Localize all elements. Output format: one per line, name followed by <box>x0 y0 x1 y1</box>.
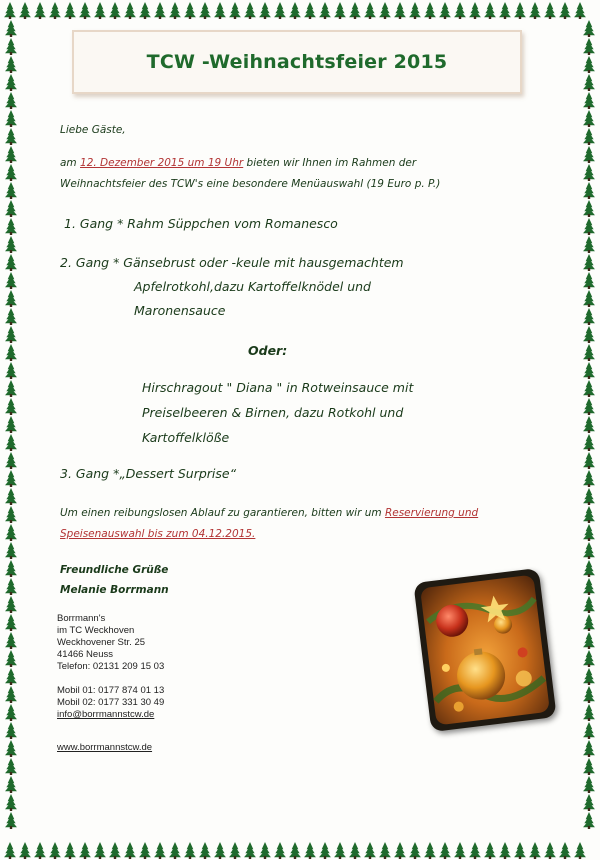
christmas-tree-icon <box>5 92 17 109</box>
christmas-tree-icon <box>394 842 406 859</box>
christmas-tree-icon <box>5 344 17 361</box>
christmas-tree-icon <box>583 380 595 397</box>
christmas-tree-icon <box>583 20 595 37</box>
christmas-tree-icon <box>5 416 17 433</box>
email-link[interactable]: info@borrmannstcw.de <box>57 709 155 720</box>
christmas-tree-icon <box>154 842 166 859</box>
christmas-tree-icon <box>169 842 181 859</box>
christmas-tree-icon <box>214 842 226 859</box>
christmas-tree-icon <box>5 308 17 325</box>
christmas-tree-icon <box>5 380 17 397</box>
reservation-highlight: Reservierung und <box>384 507 479 519</box>
christmas-tree-icon <box>583 704 595 721</box>
christmas-tree-icon <box>529 2 541 19</box>
tree-border-right <box>578 0 600 860</box>
christmas-tree-icon <box>5 506 17 523</box>
christmas-tree-icon <box>583 416 595 433</box>
christmas-tree-icon <box>484 2 496 19</box>
christmas-tree-icon <box>349 842 361 859</box>
christmas-tree-icon <box>319 2 331 19</box>
christmas-tree-icon <box>5 164 17 181</box>
christmas-tree-icon <box>583 470 595 487</box>
christmas-tree-icon <box>439 2 451 19</box>
closing-signature: Melanie Borrmann <box>60 584 169 596</box>
christmas-tree-icon <box>184 2 196 19</box>
christmas-tree-icon <box>5 254 17 271</box>
christmas-tree-icon <box>5 578 17 595</box>
christmas-tree-icon <box>544 2 556 19</box>
christmas-tree-icon <box>583 686 595 703</box>
closing-regards: Freundliche Grüße <box>60 564 169 576</box>
christmas-tree-icon <box>5 272 17 289</box>
address-block <box>57 613 164 721</box>
intro-line-2: Weihnachtsfeier des TCW's eine besondere Menüauswahl (19 Euro p. P.) <box>60 178 441 190</box>
christmas-tree-icon <box>5 434 17 451</box>
christmas-tree-icon <box>583 56 595 73</box>
christmas-tree-icon <box>109 2 121 19</box>
christmas-tree-icon <box>5 110 17 127</box>
christmas-tree-icon <box>5 614 17 631</box>
christmas-tree-icon <box>583 758 595 775</box>
christmas-ornament-photo <box>413 568 556 732</box>
christmas-tree-icon <box>583 218 595 235</box>
christmas-tree-icon <box>289 2 301 19</box>
christmas-tree-icon <box>5 182 17 199</box>
christmas-tree-icon <box>334 2 346 19</box>
christmas-tree-icon <box>424 2 436 19</box>
menu-course-3: 3. Gang *„Dessert Surprise“ <box>60 466 237 481</box>
christmas-tree-icon <box>274 842 286 859</box>
christmas-tree-icon <box>5 524 17 541</box>
christmas-tree-icon <box>364 2 376 19</box>
christmas-tree-icon <box>5 560 17 577</box>
christmas-tree-icon <box>583 182 595 199</box>
christmas-tree-icon <box>583 488 595 505</box>
christmas-tree-icon <box>559 2 571 19</box>
christmas-tree-icon <box>34 842 46 859</box>
christmas-tree-icon <box>199 2 211 19</box>
christmas-tree-icon <box>5 758 17 775</box>
christmas-tree-icon <box>409 2 421 19</box>
menu-course-2-line-2: Apfelrotkohl,dazu Kartoffelknödel und <box>134 279 371 294</box>
christmas-tree-icon <box>583 110 595 127</box>
christmas-tree-icon <box>583 236 595 253</box>
christmas-tree-icon <box>583 668 595 685</box>
christmas-tree-icon <box>583 254 595 271</box>
tree-border-left <box>0 0 22 860</box>
christmas-tree-icon <box>49 2 61 19</box>
christmas-tree-icon <box>583 560 595 577</box>
christmas-tree-icon <box>583 398 595 415</box>
christmas-tree-icon <box>5 812 17 829</box>
christmas-tree-icon <box>454 2 466 19</box>
mobile-number-2: Mobil 02: 0177 331 30 49 <box>57 697 165 708</box>
christmas-tree-icon <box>583 542 595 559</box>
address-line: 41466 Neuss <box>57 649 113 660</box>
christmas-tree-icon <box>5 74 17 91</box>
christmas-tree-icon <box>154 2 166 19</box>
christmas-tree-icon <box>583 812 595 829</box>
christmas-tree-icon <box>5 740 17 757</box>
intro-text-start: am <box>60 157 81 169</box>
christmas-tree-icon <box>5 776 17 793</box>
christmas-tree-icon <box>5 200 17 217</box>
christmas-tree-icon <box>514 2 526 19</box>
christmas-tree-icon <box>244 2 256 19</box>
menu-course-1: 1. Gang * Rahm Süppchen vom Romanesco <box>64 216 338 231</box>
christmas-tree-icon <box>229 2 241 19</box>
page-title: TCW -Weihnachtsfeier 2015 <box>146 51 448 73</box>
christmas-tree-icon <box>424 842 436 859</box>
christmas-tree-icon <box>583 614 595 631</box>
christmas-tree-icon <box>499 842 511 859</box>
menu-alt-line-1: Hirschragout " Diana " in Rotweinsauce mit <box>142 380 414 395</box>
christmas-tree-icon <box>5 542 17 559</box>
christmas-tree-icon <box>79 2 91 19</box>
christmas-tree-icon <box>79 842 91 859</box>
christmas-tree-icon <box>5 236 17 253</box>
christmas-tree-icon <box>583 290 595 307</box>
christmas-tree-icon <box>583 722 595 739</box>
christmas-tree-icon <box>379 842 391 859</box>
christmas-tree-icon <box>583 272 595 289</box>
website-link[interactable]: www.borrmannstcw.de <box>57 742 153 753</box>
menu-alt-line-2: Preiselbeeren & Birnen, dazu Rotkohl und <box>142 405 404 420</box>
christmas-tree-icon <box>5 38 17 55</box>
christmas-tree-icon <box>244 842 256 859</box>
christmas-tree-icon <box>5 470 17 487</box>
menu-course-2-line-3: Maronensauce <box>134 303 226 318</box>
christmas-tree-icon <box>349 2 361 19</box>
christmas-tree-icon <box>394 2 406 19</box>
christmas-tree-icon <box>5 362 17 379</box>
christmas-tree-icon <box>124 2 136 19</box>
christmas-tree-icon <box>583 164 595 181</box>
christmas-tree-icon <box>139 842 151 859</box>
christmas-tree-icon <box>583 326 595 343</box>
christmas-tree-icon <box>583 362 595 379</box>
christmas-tree-icon <box>5 56 17 73</box>
address-line: im TC Weckhoven <box>57 625 135 636</box>
christmas-tree-icon <box>5 326 17 343</box>
christmas-tree-icon <box>583 146 595 163</box>
christmas-tree-icon <box>34 2 46 19</box>
christmas-tree-icon <box>544 842 556 859</box>
address-line: Weckhovener Str. 25 <box>57 637 146 648</box>
christmas-tree-icon <box>124 842 136 859</box>
christmas-tree-icon <box>583 506 595 523</box>
christmas-tree-icon <box>5 218 17 235</box>
christmas-tree-icon <box>583 128 595 145</box>
christmas-tree-icon <box>559 842 571 859</box>
christmas-tree-icon <box>304 2 316 19</box>
christmas-tree-icon <box>484 842 496 859</box>
christmas-tree-icon <box>5 668 17 685</box>
christmas-tree-icon <box>5 650 17 667</box>
christmas-tree-icon <box>583 38 595 55</box>
christmas-tree-icon <box>5 452 17 469</box>
christmas-tree-icon <box>274 2 286 19</box>
christmas-tree-icon <box>529 842 541 859</box>
christmas-tree-icon <box>214 2 226 19</box>
intro-line-1 <box>60 157 416 169</box>
christmas-tree-icon <box>94 2 106 19</box>
christmas-tree-icon <box>583 434 595 451</box>
menu-or-label: Oder: <box>248 343 288 358</box>
christmas-tree-icon <box>5 128 17 145</box>
christmas-tree-icon <box>583 632 595 649</box>
christmas-tree-icon <box>169 2 181 19</box>
christmas-tree-icon <box>64 2 76 19</box>
christmas-tree-icon <box>583 524 595 541</box>
christmas-tree-icon <box>583 200 595 217</box>
christmas-tree-icon <box>583 74 595 91</box>
christmas-tree-icon <box>583 578 595 595</box>
address-line: Borrmann's <box>57 613 106 624</box>
christmas-tree-icon <box>583 308 595 325</box>
christmas-tree-icon <box>454 842 466 859</box>
christmas-tree-icon <box>583 92 595 109</box>
christmas-tree-icon <box>259 842 271 859</box>
christmas-tree-icon <box>5 794 17 811</box>
phone-number: Telefon: 02131 209 15 03 <box>57 661 165 672</box>
christmas-tree-icon <box>5 488 17 505</box>
tree-border-top <box>0 0 600 20</box>
mobile-number-1: Mobil 01: 0177 874 01 13 <box>57 685 165 696</box>
christmas-tree-icon <box>439 842 451 859</box>
christmas-tree-icon <box>409 842 421 859</box>
christmas-tree-icon <box>583 344 595 361</box>
tree-border-bottom <box>0 840 600 860</box>
christmas-tree-icon <box>364 842 376 859</box>
christmas-tree-icon <box>199 842 211 859</box>
title-banner <box>72 30 522 94</box>
event-date-time: 12. Dezember 2015 um 19 Uhr <box>80 157 244 169</box>
menu-alt-line-3: Kartoffelklöße <box>142 430 230 445</box>
reservation-text: Um einen reibungslosen Ablauf zu garantieren, bitten wir um <box>60 507 385 519</box>
christmas-tree-icon <box>139 2 151 19</box>
christmas-tree-icon <box>469 842 481 859</box>
christmas-tree-icon <box>5 146 17 163</box>
christmas-tree-icon <box>5 686 17 703</box>
christmas-tree-icon <box>64 842 76 859</box>
christmas-tree-icon <box>583 596 595 613</box>
ornament-image <box>413 568 556 732</box>
christmas-tree-icon <box>5 20 17 37</box>
christmas-tree-icon <box>5 398 17 415</box>
christmas-tree-icon <box>379 2 391 19</box>
christmas-tree-icon <box>109 842 121 859</box>
christmas-tree-icon <box>49 842 61 859</box>
christmas-tree-icon <box>319 842 331 859</box>
menu-course-2-line-1: 2. Gang * Gänsebrust oder -keule mit hausgemachtem <box>60 255 404 270</box>
christmas-tree-icon <box>469 2 481 19</box>
christmas-tree-icon <box>5 704 17 721</box>
intro-text-end: bieten wir Ihnen im Rahmen der <box>243 157 417 169</box>
christmas-tree-icon <box>514 842 526 859</box>
christmas-tree-icon <box>583 776 595 793</box>
christmas-tree-icon <box>5 632 17 649</box>
christmas-tree-icon <box>583 650 595 667</box>
christmas-tree-icon <box>304 842 316 859</box>
christmas-tree-icon <box>583 794 595 811</box>
reservation-line-1 <box>60 507 478 519</box>
christmas-tree-icon <box>5 290 17 307</box>
christmas-tree-icon <box>229 842 241 859</box>
christmas-tree-icon <box>583 452 595 469</box>
christmas-tree-icon <box>184 842 196 859</box>
christmas-tree-icon <box>94 842 106 859</box>
christmas-tree-icon <box>583 740 595 757</box>
christmas-tree-icon <box>5 596 17 613</box>
christmas-tree-icon <box>289 842 301 859</box>
christmas-tree-icon <box>499 2 511 19</box>
reservation-line-2: Speisenauswahl bis zum 04.12.2015. <box>60 528 256 540</box>
greeting: Liebe Gäste, <box>60 124 126 136</box>
christmas-tree-icon <box>334 842 346 859</box>
christmas-tree-icon <box>5 722 17 739</box>
christmas-tree-icon <box>259 2 271 19</box>
